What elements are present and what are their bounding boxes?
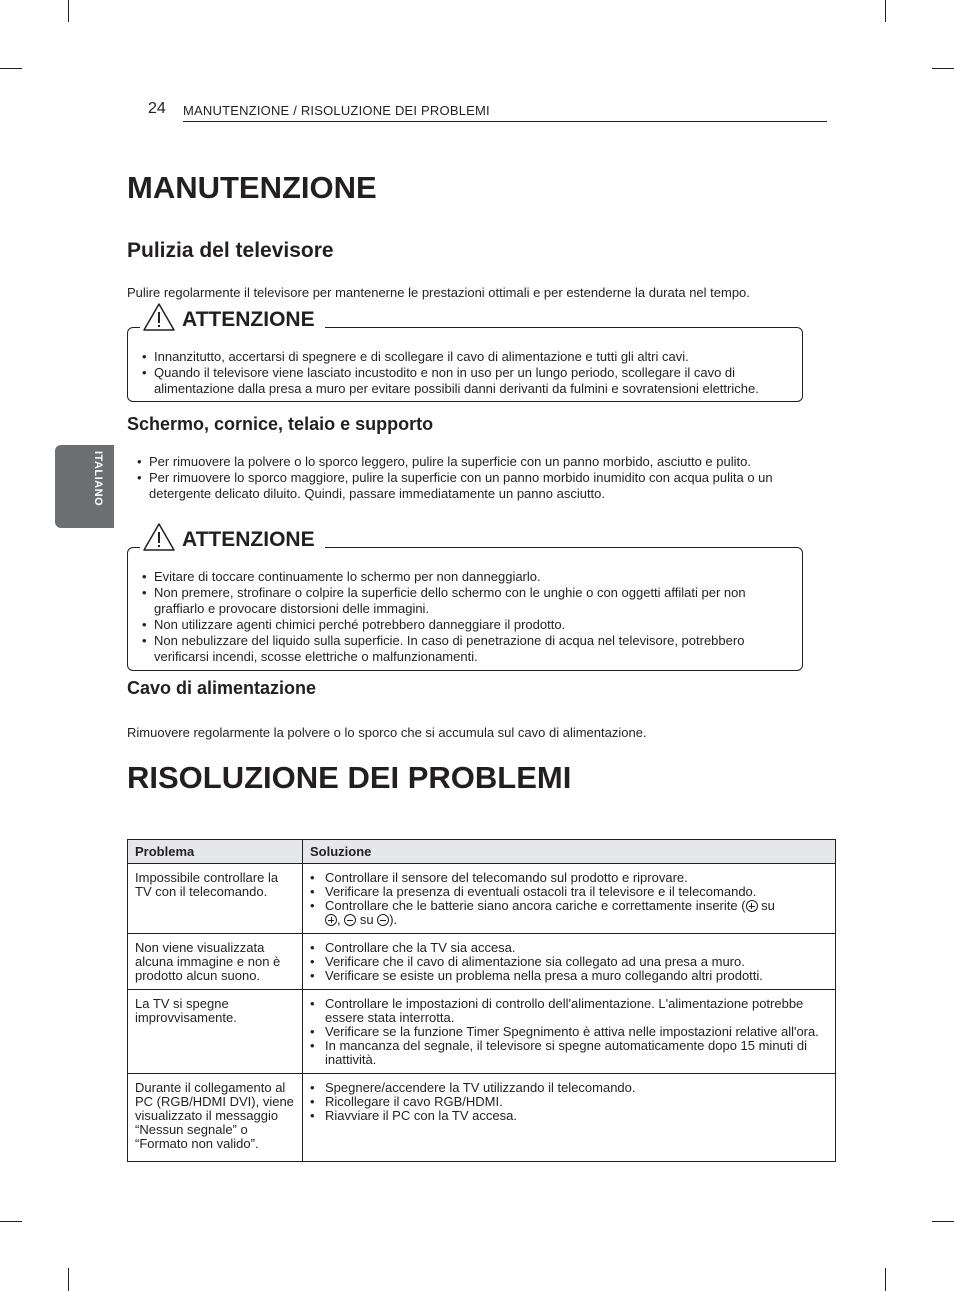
column-header-solution: Soluzione [303,840,836,864]
table-row [128,864,836,934]
caution-title [140,302,325,332]
list-item: • Per rimuovere la polvere o lo sporco leggero, pulire la superficie con un panno morbido, asciutto e pulito. [137,454,809,470]
caution-box [127,308,803,402]
power-cord-text: Rimuovere regolarmente la polvere o lo sporco che si accumula sul cavo di alimentazione. [127,725,647,740]
solution-item: • Controllare il sensore del telecomando sul prodotto e riprovare. [310,871,829,885]
minus-circle-icon [377,914,389,926]
solution-item: • Spegnere/accendere la TV utilizzando il telecomando. [310,1081,829,1095]
problem-cell: Impossibile controllare la TV con il telecomando. [128,864,303,934]
caution-label: ATTENZIONE [182,308,315,331]
solution-item: • Verificare la presenza di eventuali ostacoli tra il televisore e il telecomando. [310,885,829,899]
solution-item: • Riavviare il PC con la TV accesa. [310,1109,829,1123]
problem-cell: La TV si spegne improvvisamente. [128,990,303,1074]
caution-item: • Innanzitutto, accertarsi di spegnere e di scollegare il cavo di alimentazione e tutti gli altri cavi. [142,349,788,365]
crop-mark [0,1221,22,1222]
table-header-row [128,840,836,864]
heading-tv-cleaning: Pulizia del televisore [127,239,334,262]
solution-item: • Verificare che il cavo di alimentazione sia collegato ad una presa a muro. [310,955,829,969]
solution-item: • Controllare le impostazioni di controllo dell'alimentazione. L'alimentazione potrebbe essere stata interrotta. [310,997,829,1025]
solution-item: • Ricollegare il cavo RGB/HDMI. [310,1095,829,1109]
solution-item-batteries [310,899,829,927]
caution-item: • Non utilizzare agenti chimici perché potrebbero danneggiare il prodotto. [142,617,788,633]
table-row [128,990,836,1074]
page-number: 24 [148,100,166,117]
section-title-troubleshooting: RISOLUZIONE DEI PROBLEMI [127,760,572,795]
battery-text: Controllare che le batterie siano ancora cariche e correttamente inserite ( [325,898,746,913]
solution-cell [303,934,836,990]
plus-circle-icon [746,900,758,912]
crop-mark [68,1268,69,1291]
caution-item: • Non premere, strofinare o colpire la superficie dello schermo con le unghie o con oggetti affilati per non graffiarlo e provocare distorsioni delle immagini. [142,585,788,617]
plus-circle-icon [325,914,337,926]
cleaning-intro: Pulire regolarmente il televisore per mantenerne le prestazioni ottimali e per estenderne la durata nel tempo. [127,285,750,300]
battery-text: su [356,912,378,927]
battery-text: , [337,912,345,927]
solution-item: • Controllare che la TV sia accesa. [310,941,829,955]
caution-item: • Quando il televisore viene lasciato incustodito e non in uso per un lungo periodo, scollegare il cavo di alimentazione dalla presa a muro per evitare possibili danni derivanti da fulmini e sovratensioni elettriche. [142,365,788,397]
table-row [128,1074,836,1162]
caution-label: ATTENZIONE [182,528,315,551]
crop-mark [932,1221,954,1222]
caution-item: • Non nebulizzare del liquido sulla superficie. In caso di penetrazione di acqua nel televisore, potrebbero verificarsi incendi, scosse elettriche o malfunzionamenti. [142,633,788,665]
header-rule [183,121,827,122]
caution-title [140,522,325,552]
crop-mark [932,68,954,69]
language-tab [55,445,114,528]
caution-item: • Evitare di toccare continuamente lo schermo per non danneggiarlo. [142,569,788,585]
warning-icon [142,302,176,332]
crop-mark [68,0,69,22]
table-row [128,934,836,990]
problem-cell: Durante il collegamento al PC (RGB/HDMI DVI), viene visualizzato il messaggio “Nessun segnale” o “Formato non valido”. [128,1074,303,1162]
problem-cell: Non viene visualizzata alcuna immagine e non è prodotto alcun suono. [128,934,303,990]
caution-box [127,528,803,671]
crop-mark [885,1268,886,1291]
battery-text: su [757,898,775,913]
crop-mark [0,68,22,69]
crop-mark [885,0,886,22]
heading-screen-frame: Schermo, cornice, telaio e supporto [127,414,434,434]
running-header: MANUTENZIONE / RISOLUZIONE DEI PROBLEMI [183,103,490,118]
section-title-maintenance: MANUTENZIONE [127,170,377,205]
warning-icon [142,522,176,552]
language-tab-label: ITALIANO [92,451,104,507]
solution-item: • In mancanza del segnale, il televisore si spegne automaticamente dopo 15 minuti di inattività. [310,1039,829,1067]
column-header-problem: Problema [128,840,303,864]
solution-cell [303,990,836,1074]
solution-item: • Verificare se la funzione Timer Spegnimento è attiva nelle impostazioni relative all'ora. [310,1025,829,1039]
list-item: • Per rimuovere lo sporco maggiore, pulire la superficie con un panno morbido inumidito con acqua pulita o un detergente delicato diluito. Quindi, passare immediatamente un panno asciutto. [137,470,809,502]
solution-cell [303,864,836,934]
solution-cell [303,1074,836,1162]
battery-text: ). [389,912,398,927]
troubleshooting-table [127,839,836,1162]
solution-item: • Verificare se esiste un problema nella presa a muro collegando altri prodotti. [310,969,829,983]
heading-power-cord: Cavo di alimentazione [127,678,317,698]
minus-circle-icon [344,914,356,926]
